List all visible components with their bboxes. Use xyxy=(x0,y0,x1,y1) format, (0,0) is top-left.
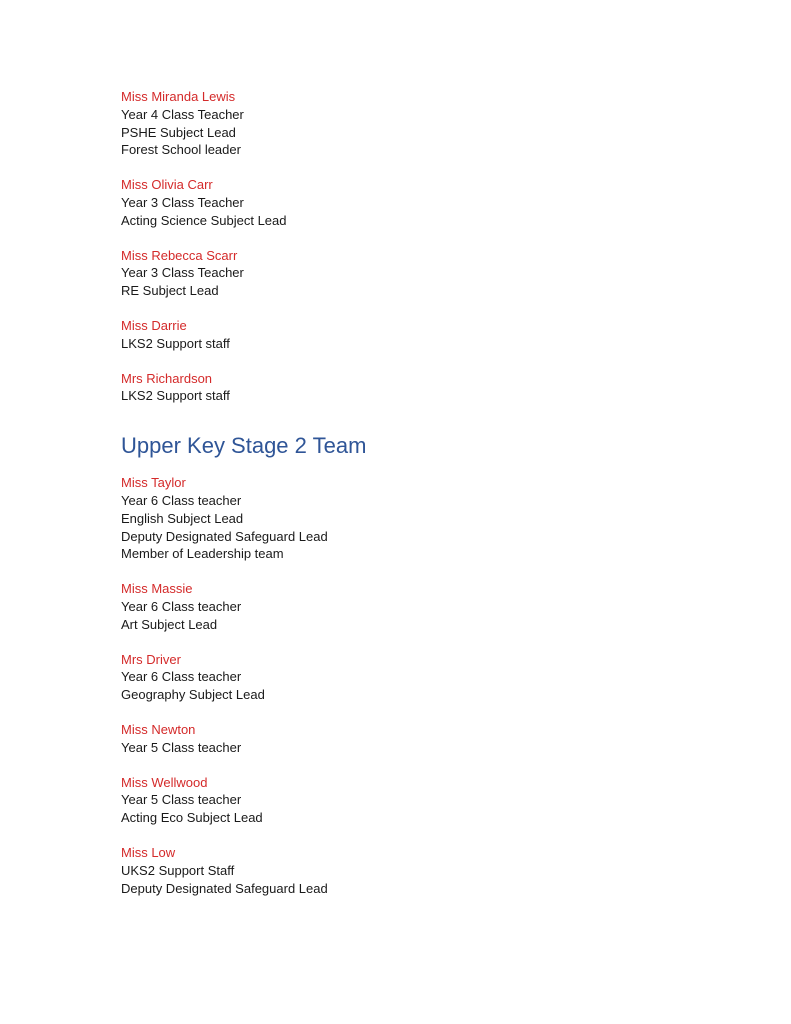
staff-role: Acting Science Subject Lead xyxy=(121,212,287,228)
staff-entry xyxy=(121,651,681,704)
staff-name: Miss Darrie xyxy=(121,317,187,333)
staff-role: Deputy Designated Safeguard Lead xyxy=(121,528,328,544)
staff-entry xyxy=(121,580,681,633)
staff-name: Miss Massie xyxy=(121,581,193,597)
staff-role: Member of Leadership team xyxy=(121,546,284,562)
staff-group-lks2 xyxy=(121,88,681,405)
staff-name: Miss Wellwood xyxy=(121,774,208,790)
staff-role: PSHE Subject Lead xyxy=(121,124,236,140)
staff-name: Miss Newton xyxy=(121,721,196,737)
staff-role: Year 4 Class Teacher xyxy=(121,106,244,122)
staff-role: Art Subject Lead xyxy=(121,616,218,632)
staff-entry xyxy=(121,88,681,159)
staff-role: Year 6 Class teacher xyxy=(121,669,242,685)
staff-role: LKS2 Support staff xyxy=(121,335,230,351)
staff-role: RE Subject Lead xyxy=(121,283,219,299)
staff-role: Acting Eco Subject Lead xyxy=(121,810,263,826)
staff-entry xyxy=(121,474,681,563)
staff-role: Year 3 Class Teacher xyxy=(121,194,244,210)
staff-role: Year 5 Class teacher xyxy=(121,792,242,808)
staff-entry xyxy=(121,370,681,406)
staff-role: Deputy Designated Safeguard Lead xyxy=(121,880,328,896)
staff-name: Mrs Driver xyxy=(121,651,181,667)
staff-entry xyxy=(121,317,681,353)
staff-role: LKS2 Support staff xyxy=(121,388,230,404)
staff-name: Miss Low xyxy=(121,844,176,860)
staff-role: Year 5 Class teacher xyxy=(121,739,242,755)
staff-name: Miss Olivia Carr xyxy=(121,177,213,193)
staff-name: Miss Miranda Lewis xyxy=(121,89,236,104)
staff-group-uks2 xyxy=(121,432,681,897)
staff-entry xyxy=(121,721,681,757)
staff-role: Year 3 Class Teacher xyxy=(121,265,244,281)
staff-entry xyxy=(121,176,681,229)
staff-name: Miss Rebecca Scarr xyxy=(121,247,238,263)
staff-role: Year 6 Class teacher xyxy=(121,598,242,614)
staff-role: English Subject Lead xyxy=(121,510,244,526)
staff-role: Forest School leader xyxy=(121,142,241,158)
staff-role: Year 6 Class teacher xyxy=(121,492,242,508)
section-heading: Upper Key Stage 2 Team xyxy=(121,433,367,459)
staff-name: Mrs Richardson xyxy=(121,370,213,386)
staff-entry xyxy=(121,247,681,300)
staff-entry xyxy=(121,844,681,897)
staff-name: Miss Taylor xyxy=(121,475,186,491)
staff-role: UKS2 Support Staff xyxy=(121,862,235,878)
document-page xyxy=(121,88,681,914)
staff-role: Geography Subject Lead xyxy=(121,687,265,703)
staff-entry xyxy=(121,774,681,827)
